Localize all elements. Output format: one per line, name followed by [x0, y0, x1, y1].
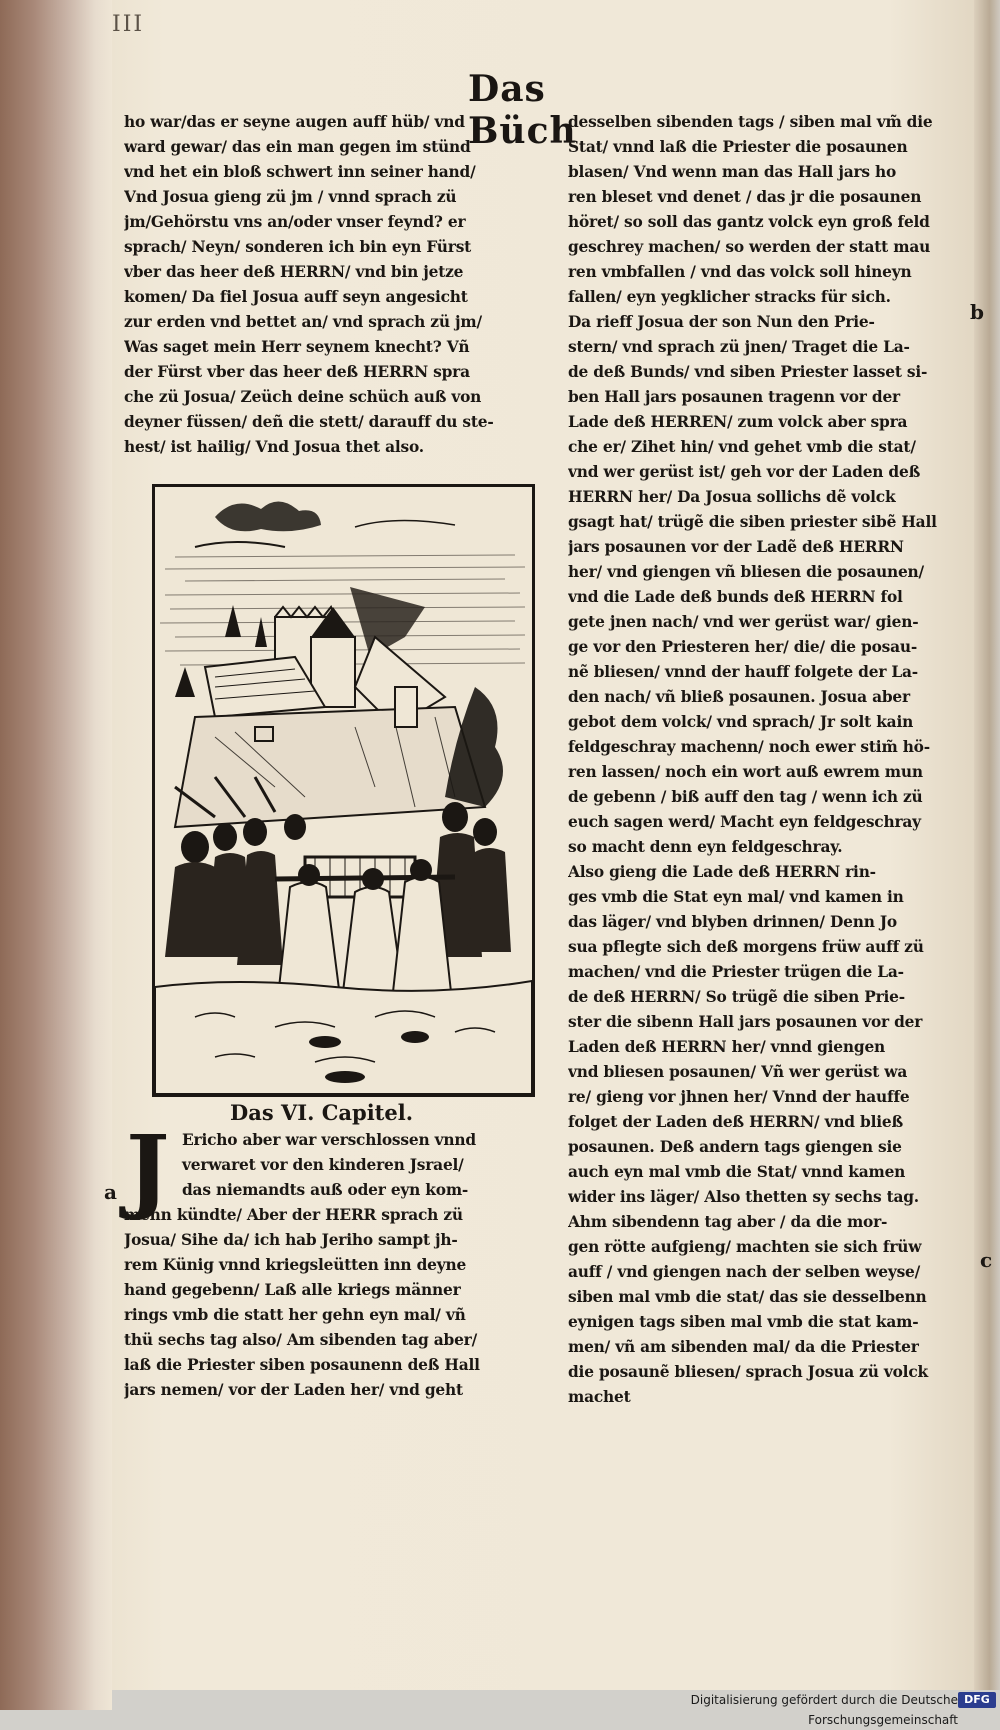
text-line: stern/ vnd sprach zü jnen/ Traget die La-: [568, 338, 910, 356]
text-line: HERRN her/ Da Josua sollichs dẽ volck: [568, 488, 896, 506]
text-line: de gebenn / biß auff den tag / wenn ich zü: [568, 788, 923, 806]
text-line: ho war/das er seyne augen auff hüb/ vnd: [124, 113, 465, 131]
left-column-top: [124, 110, 552, 460]
text-line: nẽ bliesen/ vnnd der hauff folgete der La-: [568, 663, 918, 681]
text-line: den nach/ vñ bließ posaunen. Josua aber: [568, 688, 910, 706]
text-line: laß die Priester siben posaunenn deß Hall: [124, 1356, 480, 1374]
text-line: Vnd Josua gieng zü jm / vnnd sprach zü: [124, 188, 457, 206]
text-line: der Fürst vber das heer deß HERRN spra: [124, 363, 470, 381]
text-line: de deß HERRN/ So trügẽ die siben Prie-: [568, 988, 905, 1006]
folio-number: III: [112, 12, 145, 37]
text-line: komen/ Da fiel Josua auff seyn angesicht: [124, 288, 468, 306]
text-line: ster die sibenn Hall jars posaunen vor der: [568, 1013, 923, 1031]
text-line: ren lassen/ noch ein wort auß ewrem mun: [568, 763, 923, 781]
text-line: desselben sibenden tags / siben mal vm̃ die: [568, 113, 933, 131]
text-line: gsagt hat/ trügẽ die siben priester sibẽ Hall: [568, 513, 937, 531]
text-line: men/ vñ am sibenden mal/ da die Priester: [568, 1338, 919, 1356]
text-line: vnd wer gerüst ist/ geh vor der Laden deß: [568, 463, 921, 481]
text-line: das niemandts auß oder eyn kom-: [182, 1181, 469, 1199]
text-line: Also gieng die Lade deß HERRN rin-: [568, 863, 876, 881]
text-line: Josua/ Sihe da/ ich hab Jeriho sampt jh-: [124, 1231, 458, 1249]
drop-cap-initial: J: [126, 1115, 170, 1223]
text-line: Was saget mein Herr seynem knecht? Vñ: [124, 338, 470, 356]
text-line: Da rieff Josua der son Nun den Prie-: [568, 313, 875, 331]
text-line: che er/ Zihet hin/ vnd gehet vmb die stat/: [568, 438, 916, 456]
text-line: feldgeschray machenn/ noch ewer stim̃ hö-: [568, 738, 930, 756]
text-line: ge vor den Priesteren her/ die/ die posau-: [568, 638, 918, 656]
text-line: vnd die Lade deß bunds deß HERRN fol: [568, 588, 903, 606]
text-line: auff / vnd giengen nach der selben weyse/: [568, 1263, 921, 1281]
text-line: Ahm sibendenn tag aber / da die mor-: [568, 1213, 888, 1231]
dfg-logo: DFG: [958, 1692, 996, 1708]
woodcut-jericho-procession: [155, 487, 532, 1094]
text-line: ren bleset vnd denet / das jr die posaunen: [568, 188, 922, 206]
text-line: sua pflegte sich deß morgens früw auff zü: [568, 938, 924, 956]
text-line: her/ vnd giengen vñ bliesen die posaunen/: [568, 563, 924, 581]
text-line: Ericho aber war verschlossen vnnd: [182, 1131, 476, 1149]
chapter-heading: Das VI. Capitel.: [230, 1100, 414, 1125]
book-spine: [0, 0, 112, 1710]
text-line: ren vmbfallen / vnd das volck soll hineyn: [568, 263, 912, 281]
text-line: auch eyn mal vmb die Stat/ vnnd kamen: [568, 1163, 906, 1181]
text-line: machet: [568, 1388, 631, 1406]
text-line: che zü Josua/ Zeüch deine schüch auß von: [124, 388, 482, 406]
text-line: blasen/ Vnd wenn man das Hall jars ho: [568, 163, 897, 181]
marginal-letter-a: a: [104, 1180, 117, 1204]
text-line: de deß Bunds/ vnd siben Priester lasset si-: [568, 363, 928, 381]
text-line: vnd het ein bloß schwert inn seiner hand/: [124, 163, 476, 181]
text-line: geschrey machen/ so werden der statt mau: [568, 238, 931, 256]
text-line: ges vmb die Stat eyn mal/ vnd kamen in: [568, 888, 904, 906]
text-line: posaunen. Deß andern tags giengen sie: [568, 1138, 902, 1156]
left-column-bottom: [124, 1128, 552, 1403]
text-line: höret/ so soll das gantz volck eyn groß feld: [568, 213, 930, 231]
text-line: verwaret vor den kinderen Jsrael/: [182, 1156, 464, 1174]
text-line: hand gegebenn/ Laß alle kriegs männer: [124, 1281, 461, 1299]
woodcut-illustration: [152, 484, 535, 1097]
text-line: vnd bliesen posaunen/ Vñ wer gerüst wa: [568, 1063, 908, 1081]
text-line: eynigen tags siben mal vmb die stat kam-: [568, 1313, 919, 1331]
text-line: siben mal vmb die stat/ das sie desselbenn: [568, 1288, 927, 1306]
text-line: ward gewar/ das ein man gegen im stünd: [124, 138, 471, 156]
text-line: rem Künig vnnd kriegsleütten inn deyne: [124, 1256, 467, 1274]
text-line: ben Hall jars posaunen tragenn vor der: [568, 388, 900, 406]
text-line: jars nemen/ vor der Laden her/ vnd geht: [124, 1381, 463, 1399]
text-line: machen/ vnd die Priester trügen die La-: [568, 963, 904, 981]
text-line: gebot dem volck/ vnd sprach/ Jr solt kain: [568, 713, 914, 731]
text-line: gen rötte aufgieng/ machten sie sich früw: [568, 1238, 922, 1256]
marginal-letter-c: c: [980, 1248, 993, 1272]
text-line: jars posaunen vor der Ladẽ deß HERRN: [568, 538, 904, 556]
text-line: jm/Gehörstu vns an/oder vnser feynd? er: [124, 213, 466, 231]
text-line: fallen/ eyn yegklicher stracks für sich.: [568, 288, 891, 306]
text-line: euch sagen werd/ Macht eyn feldgeschray: [568, 813, 921, 831]
text-line: wider ins läger/ Also thetten sy sechs tag.: [568, 1188, 919, 1206]
text-line: menn kündte/ Aber der HERR sprach zü: [124, 1206, 463, 1224]
text-line: gete jnen nach/ vnd wer gerüst war/ gien-: [568, 613, 919, 631]
text-line: thü sechs tag also/ Am sibenden tag aber/: [124, 1331, 478, 1349]
text-line: Lade deß HERREN/ zum volck aber spra: [568, 413, 908, 431]
text-line: so macht denn eyn feldgeschray.: [568, 838, 843, 856]
text-line: rings vmb die statt her gehn eyn mal/ vñ: [124, 1306, 466, 1324]
text-line: Laden deß HERRN her/ vnnd giengen: [568, 1038, 886, 1056]
running-head: Das Büch: [468, 68, 577, 152]
text-line: deyner füssen/ deñ die stett/ darauff du ste-: [124, 413, 494, 431]
text-line: hest/ ist hailig/ Vnd Josua thet also.: [124, 438, 424, 456]
text-line: Stat/ vnnd laß die Priester die posaunen: [568, 138, 908, 156]
text-line: vber das heer deß HERRN/ vnd bin jetze: [124, 263, 464, 281]
text-line: re/ gieng vor jhnen her/ Vnnd der hauffe: [568, 1088, 910, 1106]
text-line: folget der Laden deß HERRN/ vnd bließ: [568, 1113, 903, 1131]
text-line: die posaunẽ bliesen/ sprach Josua zü volck: [568, 1363, 928, 1381]
text-line: zur erden vnd bettet an/ vnd sprach zü jm/: [124, 313, 482, 331]
marginal-letter-b: b: [970, 300, 984, 324]
right-column: [568, 110, 986, 1410]
footer-credit: Digitalisierung gefördert durch die Deutsche Forschungsgemeinschaft: [690, 1693, 958, 1727]
text-line: das läger/ vnd blyben drinnen/ Denn Jo: [568, 913, 898, 931]
text-line: sprach/ Neyn/ sonderen ich bin eyn Fürst: [124, 238, 472, 256]
